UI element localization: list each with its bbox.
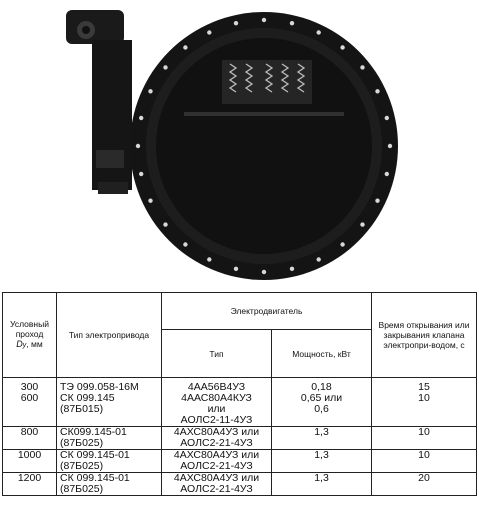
cell-motor-power-line: 0,18 (311, 381, 332, 393)
bolt-hole-icon (385, 116, 389, 120)
cell-diameter-line: 1000 (17, 449, 42, 461)
cell-diameter-line: 800 (20, 426, 39, 438)
header-diameter-unit: , мм (26, 339, 43, 349)
cell-motor-power-line: 0,65 или (300, 392, 343, 404)
cell-motor-power-line: 1,3 (314, 449, 329, 461)
cell-motor-type-line: АОЛС2-11-4УЗ (180, 414, 253, 426)
table-row (3, 393, 477, 427)
cell-diameter-line: 600 (20, 392, 39, 404)
cell-actuator-line: СК 099.145 (60, 392, 115, 404)
cell-motor-power-line: 1,3 (314, 472, 329, 484)
header-time: Время открывания или закрывания клапана электропри-водом, с (372, 293, 477, 378)
cell-motor-type-line: АОЛС2-21-4УЗ (180, 437, 253, 449)
cell-actuator-line: ТЭ 099.058-16М (60, 381, 139, 393)
cell-actuator-line: (87Б015) (60, 403, 104, 415)
bolt-hole-icon (183, 45, 187, 49)
table-body (3, 378, 477, 496)
cell-motor-type-line: 4АА56В4УЗ (187, 381, 246, 393)
cell-actuator-line: (87Б025) (60, 483, 104, 495)
table-row (3, 473, 477, 496)
cell-diameter-line: 1200 (17, 472, 42, 484)
cell-motor-type-line: или (207, 403, 226, 415)
header-diameter (3, 293, 57, 378)
cell-actuator (57, 450, 162, 473)
cell-motor-type-line: 4АХС80А4УЗ или (173, 449, 260, 461)
cell-motor-type-line: АОЛС2-21-4УЗ (180, 483, 253, 495)
cell-motor-power-line: 0,6 (314, 403, 329, 415)
bolt-hole-icon (163, 222, 167, 226)
cell-actuator-line: СК 099.145-01 (60, 472, 130, 484)
bolt-hole-icon (139, 116, 143, 120)
cell-motor-power (272, 473, 372, 496)
cell-actuator-line: (87Б025) (60, 437, 104, 449)
bolt-hole-icon (183, 242, 187, 246)
cell-diameter (3, 378, 57, 394)
cell-diameter (3, 427, 57, 450)
bolt-hole-icon (148, 199, 152, 203)
cell-actuator (57, 473, 162, 496)
cell-time (372, 378, 477, 394)
valve-flange-icon (130, 12, 398, 280)
bolt-hole-icon (388, 144, 392, 148)
table-row (3, 378, 477, 394)
table-row (3, 450, 477, 473)
cell-time-line: 10 (418, 449, 430, 461)
cell-time (372, 473, 477, 496)
cell-diameter (3, 450, 57, 473)
bolt-hole-icon (163, 65, 167, 69)
cell-time (372, 393, 477, 427)
cell-time-line: 10 (418, 392, 430, 404)
cell-motor-power (272, 393, 372, 427)
cell-time-line: 10 (418, 426, 430, 438)
bolt-hole-icon (262, 18, 266, 22)
cell-time (372, 427, 477, 450)
bolt-hole-icon (360, 65, 364, 69)
header-motor-power: Мощность, кВт (272, 330, 372, 378)
cell-time-line: 15 (418, 381, 430, 393)
cell-motor-power (272, 450, 372, 473)
cell-motor-type-line: 4АХС80А4УЗ или (173, 472, 260, 484)
bolt-hole-icon (317, 30, 321, 34)
bolt-hole-icon (136, 144, 140, 148)
bolt-hole-icon (385, 172, 389, 176)
bolt-hole-icon (340, 242, 344, 246)
cell-motor-power-line: 1,3 (314, 426, 329, 438)
bolt-hole-icon (290, 267, 294, 271)
cell-diameter (3, 393, 57, 427)
cell-diameter (3, 473, 57, 496)
cell-time (372, 450, 477, 473)
cell-motor-type-line: 4АХС80А4УЗ или (173, 426, 260, 438)
cell-motor-type (162, 473, 272, 496)
cell-motor-type-line: 4ААС80А4КУЗ (181, 392, 252, 404)
bolt-hole-icon (234, 21, 238, 25)
cell-motor-type-line: АОЛС2-21-4УЗ (180, 460, 253, 472)
bolt-hole-icon (262, 270, 266, 274)
cell-motor-power (272, 427, 372, 450)
specifications-table (2, 292, 477, 496)
cell-actuator (57, 378, 162, 394)
header-motor-type: Тип (162, 330, 272, 378)
actuator-housing-icon (66, 10, 132, 194)
cell-motor-type (162, 393, 272, 427)
bolt-hole-icon (340, 45, 344, 49)
cell-motor-type (162, 427, 272, 450)
bolt-hole-icon (234, 267, 238, 271)
cell-actuator (57, 427, 162, 450)
bolt-hole-icon (139, 172, 143, 176)
cell-diameter-line: 300 (20, 381, 39, 393)
cell-motor-type (162, 378, 272, 394)
bolt-hole-icon (148, 89, 152, 93)
header-diameter-sub: y (22, 342, 27, 349)
cell-actuator-line: СК 099.145-01 (60, 449, 130, 461)
specifications-table-wrap (2, 292, 476, 496)
header-diameter-symbol: D (16, 339, 23, 349)
bolt-hole-icon (207, 30, 211, 34)
cell-actuator (57, 393, 162, 427)
cell-motor-type (162, 450, 272, 473)
bolt-hole-icon (317, 257, 321, 261)
bolt-hole-icon (360, 222, 364, 226)
header-diameter-label: Условный проход (10, 319, 49, 339)
cell-time-line: 20 (418, 472, 430, 484)
header-motor-group: Электродвигатель (162, 293, 372, 330)
cell-motor-power (272, 378, 372, 394)
bolt-hole-icon (207, 257, 211, 261)
header-actuator-type: Тип электропривода (57, 293, 162, 378)
cell-actuator-line: (87Б025) (60, 460, 104, 472)
bolt-hole-icon (290, 21, 294, 25)
cell-actuator-line: СК099.145-01 (60, 426, 127, 438)
table-row (3, 427, 477, 450)
bolt-hole-icon (375, 199, 379, 203)
bolt-hole-icon (375, 89, 379, 93)
